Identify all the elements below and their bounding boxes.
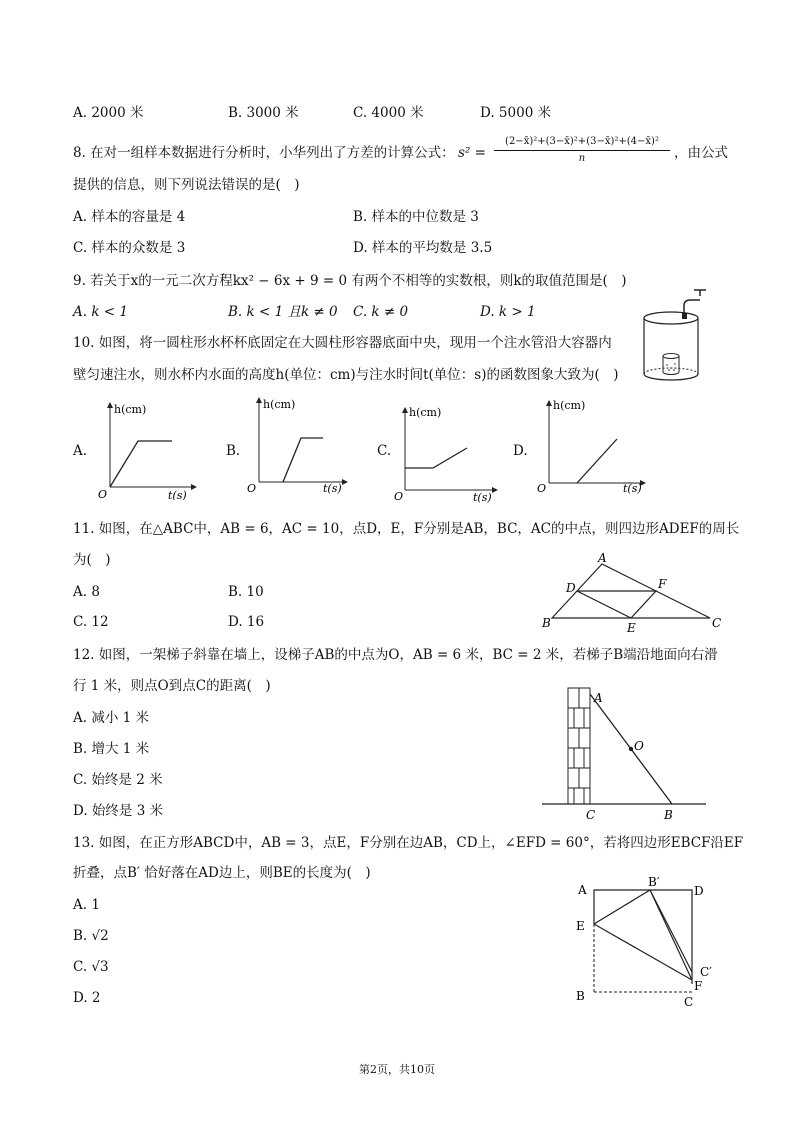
q8-option-b: B. 样本的中位数是 3 [353,209,479,225]
q12-point-o: O [634,739,644,753]
q13-point-f: F [694,979,703,993]
q12-stem-line1: 12. 如图，一架梯子斜靠在墙上，设梯子AB的中点为O，AB = 6 米，BC = 2 米，若梯子B端沿地面向右滑 [73,647,718,663]
q9-option-d: D. k > 1 [480,304,536,320]
q8-formula-lhs: s² = [458,145,486,161]
q7-option-c: C. 4000 米 [353,105,424,121]
q10-graph-d-label: D. [513,443,528,459]
q10-graph-c-label: C. [377,443,392,459]
q10-graph-d-xlabel: t(s) [623,482,642,495]
q9-option-a: A. k < 1 [73,304,128,320]
q9-option-b: B. k < 1 且k ≠ 0 [228,304,338,320]
q11-option-a: A. 8 [73,584,100,600]
q12-option-c: C. 始终是 2 米 [73,772,163,788]
q11-option-d: D. 16 [228,614,265,630]
q9-option-c: C. k ≠ 0 [353,304,409,320]
q10-graph-a-label: A. [73,443,88,459]
q13-point-b-prime: B′ [648,875,660,889]
q13-point-e: E [576,919,585,933]
q12-stem-line2: 行 1 米，则点O到点C的距离( ) [73,678,271,694]
q12-option-d: D. 始终是 3 米 [73,803,164,819]
q10-graph-d [535,393,650,498]
q12-ladder-figure [538,682,710,822]
q11-triangle-figure [538,552,728,638]
q10-graph-c [393,400,503,505]
q7-option-b: B. 3000 米 [228,105,299,121]
q10-graph-c-origin: O [394,490,404,503]
q10-container-figure [638,286,722,386]
q13-option-a: A. 1 [73,897,100,913]
q12-option-a: A. 减小 1 米 [73,710,150,726]
q10-graph-a-origin: O [98,488,108,500]
q10-graph-c-ylabel: h(cm) [409,406,442,419]
q13-square-figure [570,872,720,1012]
q13-point-c-prime: C′ [700,965,712,979]
q8-option-d: D. 样本的平均数是 3.5 [353,240,493,256]
q10-graph-d-ylabel: h(cm) [553,399,586,412]
q13-point-b: B [576,989,585,1003]
q11-option-b: B. 10 [228,584,264,600]
q10-graph-b-label: B. [226,443,241,459]
q7-option-a: A. 2000 米 [73,105,144,121]
q11-option-c: C. 12 [73,614,109,630]
q8-formula-numerator: (2−x̄)²+(3−x̄)²+(3−x̄)²+(4−x̄)² [505,136,659,147]
q10-graph-d-origin: O [537,482,547,495]
q11-point-d: D [566,581,576,595]
q10-graph-b [243,390,353,495]
q11-point-c: C [712,616,722,630]
q13-option-c: C. √3 [73,959,109,975]
q11-stem-line2: 为( ) [73,552,111,568]
q10-stem-line2: 壁匀速注水，则水杯内水面的高度h(单位：cm)与注水时间t(单位：s)的函数图象大致为( ) [73,367,619,383]
q11-point-a: A [598,552,607,565]
q10-graph-c-xlabel: t(s) [473,491,492,504]
q11-point-e: E [627,621,636,635]
q13-option-b: B. √2 [73,928,109,944]
q11-point-b: B [542,616,551,630]
q12-option-b: B. 增大 1 米 [73,741,150,757]
q8-stem-tail: ，由公式 [674,145,728,161]
q10-graph-a [92,395,202,500]
page-footer: 第2页，共10页 [359,1063,435,1076]
q12-point-c: C [586,808,596,822]
q13-point-d: D [694,884,704,898]
q8-option-c: C. 样本的众数是 3 [73,240,186,256]
q10-graph-b-xlabel: t(s) [323,482,342,495]
q13-stem-line2: 折叠，点B′ 恰好落在AD边上，则BE的长度为( ) [73,865,371,881]
q12-point-b: B [664,808,673,822]
q10-stem-line1: 10. 如图，将一圆柱形水杯杯底固定在大圆柱形容器底面中央，现用一个注水管沿大容器内 [73,335,612,351]
q13-point-a: A [578,883,587,897]
q9-stem: 9. 若关于x的一元二次方程kx² − 6x + 9 = 0 有两个不相等的实数根，则k的取值范围是( ) [73,273,627,289]
q8-formula-denominator: n [578,153,586,164]
q7-option-d: D. 5000 米 [480,105,552,121]
q10-graph-b-origin: O [247,482,257,495]
q8-fraction-bar [494,150,670,151]
q8-stem-line2: 提供的信息，则下列说法错误的是( ) [73,177,300,193]
q13-stem-line1: 13. 如图，在正方形ABCD中，AB = 3，点E，F分别在边AB，CD上，∠EFD = 60°，若将四边形EBCF沿EF [73,835,744,851]
q13-option-d: D. 2 [73,990,101,1006]
q12-point-a: A [594,691,603,705]
q11-point-f: F [658,577,667,591]
q8-stem-line1: 8. 在对一组样本数据进行分析时，小华列出了方差的计算公式： [73,145,455,161]
q13-point-c: C [684,995,694,1009]
q10-graph-a-xlabel: t(s) [168,489,187,500]
q11-stem-line1: 11. 如图，在△ABC中，AB = 6，AC = 10，点D，E，F分别是AB，BC，AC的中点，则四边形ADEF的周长 [73,521,740,537]
q10-graph-b-ylabel: h(cm) [263,398,296,411]
q8-option-a: A. 样本的容量是 4 [73,209,186,225]
q10-graph-a-ylabel: h(cm) [114,403,147,416]
